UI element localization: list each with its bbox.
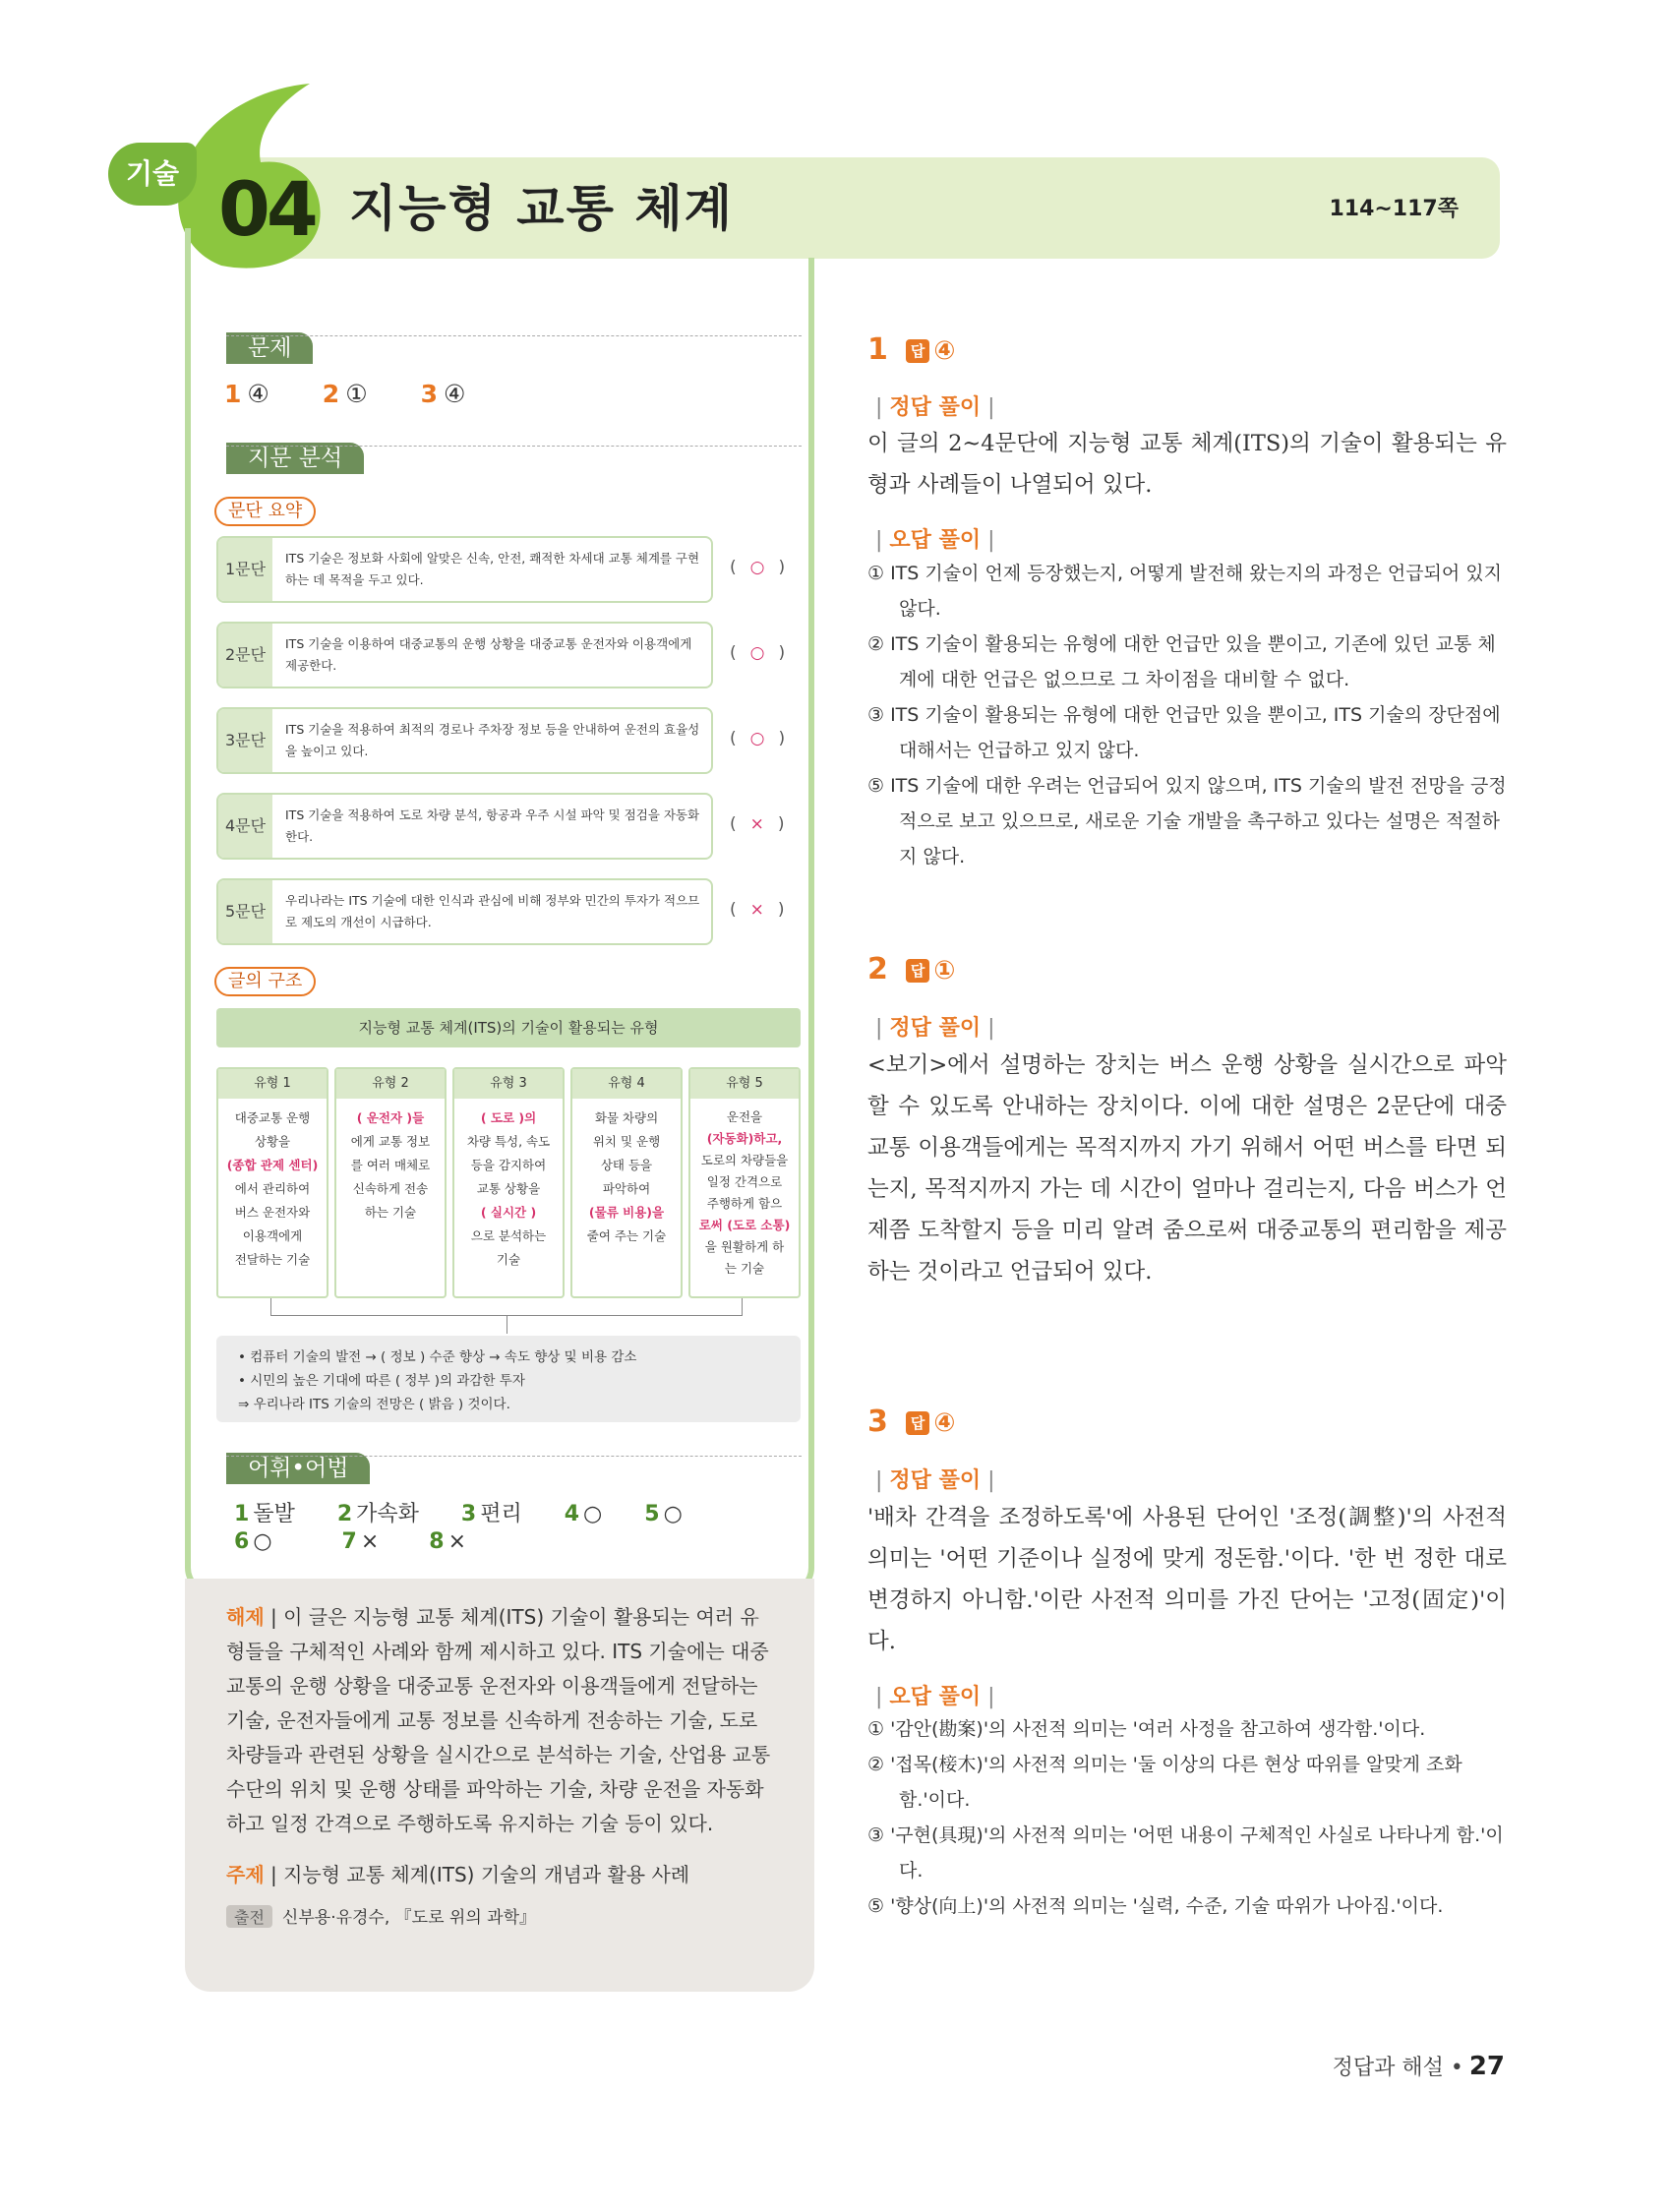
type-body [336,1099,445,1232]
structure-summary [216,1336,801,1422]
vocab-row [234,1529,502,1554]
type-body [690,1099,799,1287]
vocab-num: 7 [341,1529,357,1554]
type-column [688,1067,801,1298]
type-head: 유형 4 [572,1069,681,1099]
question-number: 3 [867,1405,888,1439]
type-line: 줄여 주는 기술 [586,1228,667,1243]
para-label: 1문단 [218,538,272,601]
type-line: (물류 비용)을 [588,1205,665,1220]
wrong-explanation-label: | 오답 풀이 | [875,528,995,553]
type-line: 전달하는 기술 [234,1252,311,1267]
type-line: 위치 및 운행 [592,1134,661,1149]
para-text: ITS 기술을 적용하여 최적의 경로나 주차장 정보 등을 안내하여 운전의 효율성을 높이고 있다. [285,722,700,758]
type-line: ( 도로 )의 [480,1110,537,1125]
answer-value: ① [933,955,956,986]
chapter-tag: 기술 [108,143,197,206]
q3-correct-text: '배차 간격을 조정하도록'에 사용된 단어인 '조정(調整)'의 사전적 의미는 '어떤 기준이나 실정에 맞게 정돈함.'이다. '한 번 정한 대로 변경하지 아니함.'이란 사전적 의미를 가진 단어는 '고정(固定)'이다. [867,1505,1507,1654]
type-head: 유형 1 [218,1069,327,1099]
correct-explanation-label: | 정답 풀이 | [875,1468,995,1493]
question-number: 2 [867,952,888,986]
commentary-text: 이 글은 지능형 교통 체계(ITS) 기술이 활용되는 여러 유형들을 구체적인 사례와 함께 제시하고 있다. ITS 기술에는 대중교통의 운행 상황을 대중교통 운전자와 이용객들에게 전달하는 기술, 운전자들에게 교통 정보를 신속하게 전송하는 기술, 도로 차량들과 관련된 상황을 실시간으로 분석하는 기술, 산업용 교통수단의 위치 및 운행 상태를 파악하는 기술, 차량 운전을 자동화하고 일정 간격으로 주행하도록 유지하는 기술 등이 있다. [226,1605,771,1835]
type-head: 유형 5 [690,1069,799,1099]
list-item: ② '접목(椄木)'의 사전적 의미는 '둘 이상의 다른 현상 따위를 알맞게 조화함.'이다. [867,1754,1462,1811]
commentary-box [185,1579,814,1992]
question-3-head [867,1405,955,1439]
type-line: 도로의 차량들을 [700,1153,789,1167]
type-line: 화물 차량의 [594,1110,659,1125]
para-mark: ( × ) [730,814,785,834]
answer-val: ④ [443,380,466,408]
list-item: ① '감안(勘案)'의 사전적 의미는 '여러 사정을 참고하여 생각함.'이다. [867,1718,1426,1740]
type-line: (자동화)하고, [706,1131,783,1146]
commentary-label: 해제 [226,1605,265,1629]
answer-num: 2 [322,380,340,408]
type-line: 상태 등을 [600,1158,653,1172]
problem-answers [224,380,510,408]
page-title: 지능형 교통 체계 [349,180,734,237]
para-text: ITS 기술은 정보화 사회에 알맞은 신속, 안전, 쾌적한 차세대 교통 체계를 구현하는 데 목적을 두고 있다. [285,551,700,587]
vocab-num: 4 [564,1502,580,1526]
type-line: 으로 분석하는 [470,1228,547,1243]
list-item: ⑤ ITS 기술에 대한 우려는 언급되어 있지 않으며, ITS 기술의 발전 전망을 긍정적으로 보고 있으므로, 새로운 기술 개발을 촉구하고 있다는 설명은 적절하지 않다. [867,775,1507,867]
type-line: 운전을 [726,1109,763,1124]
list-item: ③ ITS 기술이 활용되는 유형에 대한 언급만 있을 뿐이고, ITS 기술의 장단점에 대해서는 언급하고 있지 않다. [867,704,1501,761]
vocab-num: 5 [644,1502,660,1526]
type-body [454,1099,563,1280]
list-item: ⑤ '향상(向上)'의 사전적 의미는 '실력, 수준, 기술 따위가 나아짐.'이다. [867,1895,1444,1917]
chapter-number: 04 [218,165,315,253]
para-mark: ( ○ ) [730,558,786,577]
para-row [216,622,786,688]
structure-connector [270,1298,743,1316]
para-text: ITS 기술을 적용하여 도로 차량 분석, 항공과 우주 시설 파악 및 점검을 자동화한다. [285,807,700,844]
type-line: ( 운전자 )들 [356,1110,425,1125]
answer-num: 1 [224,380,242,408]
source-text: 신부용·유경수, 『도로 위의 과학』 [281,1908,537,1928]
type-body [218,1099,327,1280]
q2-correct-text: <보기>에서 설명하는 장치는 버스 운행 상황을 실시간으로 파악할 수 있도록 안내하는 장치이다. 이에 대한 설명은 2문단에 대중교통 이용객들에게는 목적지까지 가기 위해서 어떤 버스를 타면 되는지, 목적지까지 가는 데 시간이 얼마나 걸리는지, 다음 버스가 언제쯤 도착할지 등을 미리 알려 줌으로써 대중교통의 편리함을 제공하는 것이라고 언급되어 있다. [867,1052,1507,1285]
question-number: 1 [867,332,888,367]
vocab-num: 6 [234,1529,250,1554]
list-item: ③ '구현(具現)'의 사전적 의미는 '어떤 내용이 구체적인 사실로 나타나게 함.'이다. [867,1824,1504,1882]
answer-value: ④ [933,1407,956,1438]
type-line: 상황을 [254,1134,291,1149]
answer-badge: 답 [906,1411,930,1435]
ox-mark: × [749,900,764,920]
para-row [216,536,786,603]
topic: 주제 | 지능형 교통 체계(ITS) 기술의 개념과 활용 사례 [226,1863,690,1886]
para-label: 5문단 [218,880,272,943]
type-line: 차량 특성, 속도 [466,1134,551,1149]
ox-mark: ○ [749,558,765,577]
para-label: 3문단 [218,709,272,772]
para-label: 2문단 [218,624,272,687]
type-line: 를 여러 매체로 [350,1158,431,1172]
type-body [572,1099,681,1256]
vocab-num: 8 [429,1529,445,1554]
correct-explanation-label: | 정답 풀이 | [875,395,995,420]
vocab-answer: ○ [253,1529,272,1554]
question-1-head [867,332,955,367]
vocab-num: 2 [336,1502,353,1526]
type-line: ( 실시간 ) [480,1205,537,1220]
list-item: ① ITS 기술이 언제 등장했는지, 어떻게 발전해 왔는지의 과정은 언급되어 있지 않다. [867,563,1503,620]
para-mark: ( ○ ) [730,643,786,663]
q1-correct-text: 이 글의 2~4문단에 지능형 교통 체계(ITS)의 기술이 활용되는 유형과 사례들이 나열되어 있다. [867,431,1507,498]
answer-badge: 답 [906,339,930,363]
vocab-num: 3 [460,1502,477,1526]
page-number: 27 [1468,2052,1505,2081]
commentary: 해제 | 이 글은 지능형 교통 체계(ITS) 기술이 활용되는 여러 유형들을 구체적인 사례와 함께 제시하고 있다. ITS 기술에는 대중교통의 운행 상황을 대중교통 운전자와 이용객들에게 전달하는 기술, 운전자들에게 교통 정보를 신속하게 전송하는 기술, 도로 차량들과 관련된 상황을 실시간으로 분석하는 기술, 산업용 교통수단의 위치 및 운행 상태를 파악하는 기술, 차량 운전을 자동화하고 일정 간격으로 주행하도록 유지하는 기술 등이 있다. [226,1605,771,1835]
para-row [216,793,785,860]
structure-pill: 글의 구조 [214,967,316,996]
vocab-answer: 가속화 [356,1502,419,1526]
para-text: 우리나라는 ITS 기술에 대한 인식과 관심에 비해 정부와 민간의 투자가 적으므로 제도의 개선이 시급하다. [285,893,700,929]
para-mark: ( × ) [730,900,785,920]
structure-banner: 지능형 교통 체계(ITS)의 기술이 활용되는 유형 [216,1008,801,1047]
q1-wrong-list [867,556,1507,874]
type-line: 등을 감지하여 [470,1158,547,1172]
list-item: ② ITS 기술이 활용되는 유형에 대한 언급만 있을 뿐이고, 기존에 있던 교통 체계에 대한 언급은 없으므로 그 차이점을 대비할 수 없다. [867,633,1496,690]
para-text: ITS 기술을 이용하여 대중교통의 운행 상황을 대중교통 운전자와 이용객에게 제공한다. [285,636,692,673]
ox-mark: ○ [749,729,765,748]
type-column [334,1067,447,1298]
answer-badge: 답 [906,959,930,983]
page-footer [1333,2051,1505,2081]
para-row [216,878,785,945]
answer-val: ① [345,380,368,408]
type-column [216,1067,328,1298]
type-line: 버스 운전자와 [234,1205,311,1220]
para-mark: ( ○ ) [730,729,786,748]
type-line: 이용객에게 [242,1228,303,1243]
type-line: 하는 기술 [364,1205,417,1220]
answer-num: 3 [420,380,438,408]
type-head: 유형 3 [454,1069,563,1099]
ox-mark: × [749,814,764,834]
correct-explanation-label: | 정답 풀이 | [875,1016,995,1041]
type-line: 일정 간격으로 [706,1174,783,1189]
para-label: 4문단 [218,795,272,858]
vocab-answer: 돌발 [253,1502,295,1526]
answer-val: ④ [247,380,269,408]
vocab-answer: ○ [663,1502,683,1526]
divider [226,446,802,447]
type-line: 로써 (도로 소통) [698,1218,791,1232]
vocab-answer: 편리 [480,1502,522,1526]
vocab-answer: × [447,1529,467,1554]
vocab-answer: ○ [583,1502,603,1526]
type-line: 대중교통 운행 [234,1110,311,1125]
vocab-num: 1 [234,1502,250,1526]
type-line: 신속하게 전송 [352,1181,429,1196]
wrong-explanation-label: | 오답 풀이 | [875,1685,995,1709]
topic-text: 지능형 교통 체계(ITS) 기술의 개념과 활용 사례 [283,1863,690,1886]
topic-label: 주제 [226,1863,265,1886]
problems-tab: 문제 [226,332,313,364]
type-line: (종합 관제 센터) [226,1158,319,1172]
source [226,1903,773,1928]
type-column [452,1067,565,1298]
footer-label: 정답과 해설 • [1332,2056,1463,2080]
type-line: 파악하여 [602,1181,651,1196]
type-line: 에서 관리하여 [234,1181,311,1196]
type-line: 을 원활하게 하 [704,1239,785,1254]
type-line: 는 기술 [724,1261,765,1276]
summary-line: • 시민의 높은 기대에 따른 ( 정부 )의 과감한 투자 [238,1373,525,1389]
analysis-tab: 지문 분석 [226,443,364,474]
page-range: 114~117쪽 [1329,197,1459,221]
vocab-answer: × [360,1529,380,1554]
question-2-head [867,952,955,986]
para-summary-pill: 문단 요약 [214,497,316,526]
q3-wrong-list [867,1711,1507,1924]
summary-line: • 컴퓨터 기술의 발전 → ( 정보 ) 수준 향상 → 속도 향상 및 비용 감소 [238,1349,637,1365]
vocab-tab: 어휘•어법 [226,1453,370,1484]
type-line: 에게 교통 정보 [350,1134,431,1149]
ox-mark: ○ [749,643,765,663]
divider [226,335,802,336]
type-line: 교통 상황을 [476,1181,541,1196]
source-tag: 출전 [226,1905,272,1928]
para-row [216,707,786,774]
answer-value: ④ [933,335,956,366]
summary-line: ⇒ 우리나라 ITS 기술의 전망은 ( 밝음 ) 것이다. [238,1397,510,1412]
vocab-row [234,1497,718,1527]
type-line: 주행하게 함으 [706,1196,783,1211]
type-head: 유형 2 [336,1069,445,1099]
type-line: 기술 [496,1252,521,1267]
divider [226,1456,802,1457]
type-column [570,1067,683,1298]
